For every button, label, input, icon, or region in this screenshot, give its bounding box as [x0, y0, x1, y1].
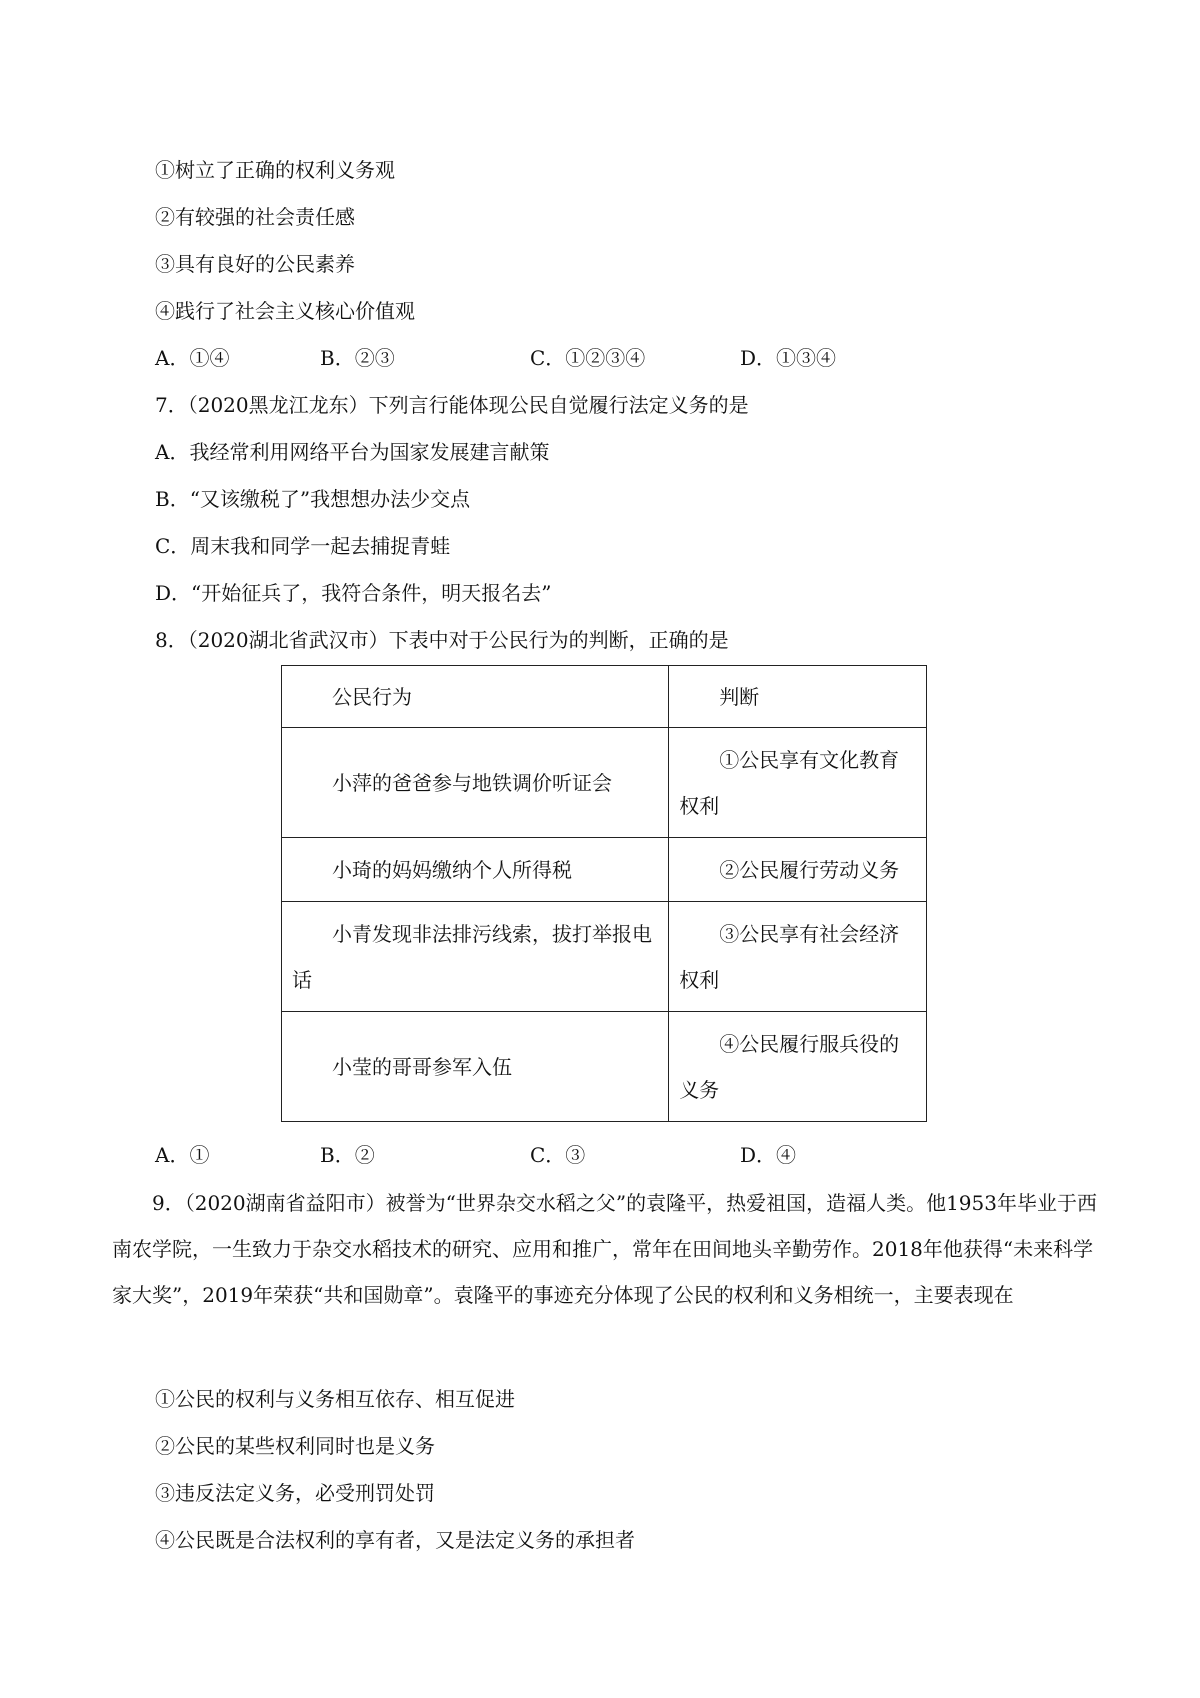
q9-item-3: ③违反法定义务，必受刑罚处罚	[155, 1481, 435, 1505]
q8-option-a: A．①	[155, 1143, 210, 1167]
table-cell: 小青发现非法排污线索，拔打举报电话	[282, 902, 669, 1012]
table-header-cell: 判断	[669, 666, 927, 728]
q8-option-d: D．④	[740, 1143, 797, 1167]
q6-option-c: C．①②③④	[530, 346, 646, 370]
q7-option-b: B．“又该缴税了”我想想办法少交点	[155, 487, 471, 511]
q6-item-4: ④践行了社会主义核心价值观	[155, 299, 415, 323]
table-cell: 小萍的爸爸参与地铁调价听证会	[282, 728, 669, 838]
table-header-row	[282, 666, 927, 728]
q9-item-2: ②公民的某些权利同时也是义务	[155, 1434, 435, 1458]
q8-option-b: B．②	[320, 1143, 375, 1167]
q6-option-b: B．②③	[320, 346, 395, 370]
q7-option-c: C．周末我和同学一起去捕捉青蛙	[155, 534, 451, 558]
q8-option-c: C．③	[530, 1143, 586, 1167]
q6-option-d: D．①③④	[740, 346, 837, 370]
table-cell: ②公民履行劳动义务	[669, 838, 927, 902]
q8-stem: 8．（2020湖北省武汉市）下表中对于公民行为的判断，正确的是	[155, 628, 729, 652]
table-cell: ①公民享有文化教育权利	[669, 728, 927, 838]
q7-stem: 7．（2020黑龙江龙东）下列言行能体现公民自觉履行法定义务的是	[155, 393, 749, 417]
table-row	[282, 838, 927, 902]
table-cell: 小莹的哥哥参军入伍	[282, 1012, 669, 1122]
q9-item-4: ④公民既是合法权利的享有者，又是法定义务的承担者	[155, 1528, 635, 1552]
q6-option-a: A．①④	[155, 346, 230, 370]
q9-stem: 9．（2020湖南省益阳市）被誉为“世界杂交水稻之父”的袁隆平，热爱祖国，造福人类。他1953年毕业于西南农学院，一生致力于杂交水稻技术的研究、应用和推广，常年在田间地头辛勤劳作。2018年他获得“未来科学家大奖”，2019年荣获“共和国勋章”。袁隆平的事迹充分体现了公民的权利和义务相统一，主要表现在	[112, 1191, 1097, 1307]
q6-item-2: ②有较强的社会责任感	[155, 205, 355, 229]
table-row	[282, 902, 927, 1012]
table-row	[282, 1012, 927, 1122]
table-header-cell: 公民行为	[282, 666, 669, 728]
q7-option-d: D．“开始征兵了，我符合条件，明天报名去”	[155, 581, 552, 605]
table-cell: 小琦的妈妈缴纳个人所得税	[282, 838, 669, 902]
table-cell: ③公民享有社会经济权利	[669, 902, 927, 1012]
table-cell: ④公民履行服兵役的义务	[669, 1012, 927, 1122]
table-row	[282, 728, 927, 838]
q6-item-3: ③具有良好的公民素养	[155, 252, 355, 276]
q9-item-1: ①公民的权利与义务相互依存、相互促进	[155, 1387, 515, 1411]
q8-table	[281, 665, 927, 1122]
q7-option-a: A．我经常利用网络平台为国家发展建言献策	[155, 440, 550, 464]
q6-item-1: ①树立了正确的权利义务观	[155, 158, 395, 182]
